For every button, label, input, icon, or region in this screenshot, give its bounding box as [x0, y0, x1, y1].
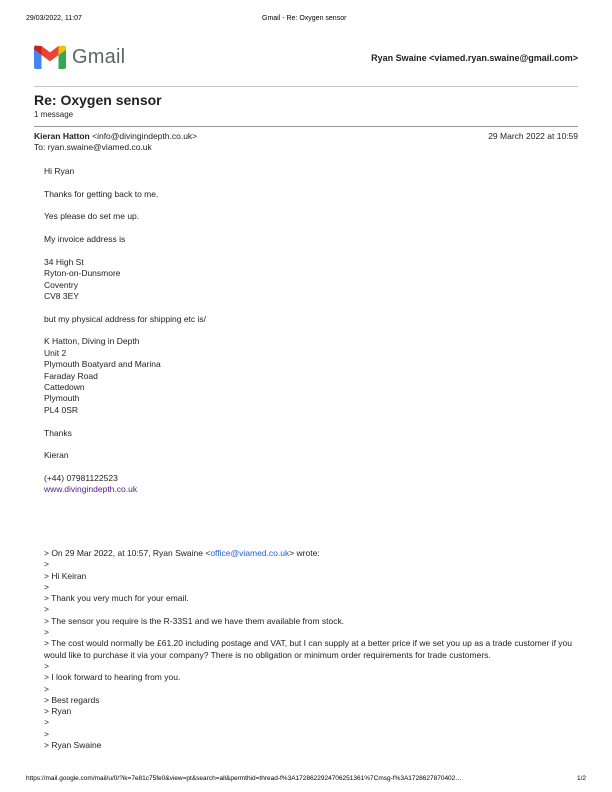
body-paragraph: Yes please do set me up. [44, 211, 140, 222]
shipping-address [44, 336, 584, 416]
quote-line: > [44, 627, 49, 638]
quote-line: > Ryan Swaine [44, 740, 102, 751]
message-from [34, 131, 197, 141]
quoted-email-link[interactable]: office@viamed.co.uk [210, 548, 290, 558]
quote-line: > Thank you very much for your email. [44, 593, 189, 604]
phone-number: (+44) 07981122523 [44, 472, 118, 483]
quote-line: > [44, 728, 49, 739]
signature-name: Kieran [44, 450, 69, 461]
quote-line: > [44, 717, 49, 728]
message-date: 29 March 2022 at 10:59 [488, 131, 578, 141]
address-line: 34 High St [44, 256, 84, 267]
address-line: PL4 0SR [44, 404, 79, 415]
message-count: 1 message [34, 110, 74, 119]
quote-line: > Hi Keiran [44, 570, 87, 581]
quote-line: > The cost would normally be £61.20 including postage and VAT, but I can supply at a better price if we set you up as a trade customer if you would like to purchase it via your company? There is no obligation or minimum order requirements for trade customers. [44, 638, 575, 660]
signature-contact [44, 473, 584, 496]
message-body [44, 166, 584, 507]
website-link[interactable]: www.divingindepth.co.uk [44, 484, 138, 495]
print-header [0, 15, 612, 27]
quote-line: > [44, 559, 49, 570]
address-line: Plymouth [44, 393, 80, 404]
quote-line: > [44, 604, 49, 615]
quote-intro [44, 548, 584, 559]
quote-line: > I look forward to hearing from you. [44, 672, 181, 683]
body-paragraph: My invoice address is [44, 234, 126, 245]
quote-intro-prefix: > On 29 Mar 2022, at 10:57, Ryan Swaine < [44, 548, 211, 558]
address-line: CV8 3EY [44, 291, 79, 302]
address-line: Cattedown [44, 382, 85, 393]
address-line: Coventry [44, 279, 79, 290]
sender-name: Kieran Hatton [34, 131, 90, 141]
divider [34, 86, 578, 87]
body-paragraph: but my physical address for shipping etc is/ [44, 313, 207, 324]
quote-line: > The sensor you require is the R-33S1 and we have them available from stock. [44, 615, 345, 626]
gmail-logo [34, 44, 125, 70]
page-number: 1/2 [576, 775, 586, 782]
invoice-address [44, 257, 584, 303]
quote-line: > Ryan [44, 706, 72, 717]
quote-line: > [44, 683, 49, 694]
greeting: Hi Ryan [44, 166, 75, 176]
divider [34, 126, 578, 127]
address-line: K Hatton, Diving in Depth [44, 336, 140, 347]
quote-line: > [44, 660, 49, 671]
print-datetime: 29/03/2022, 11:07 [26, 15, 82, 22]
gmail-wordmark: Gmail [72, 45, 126, 68]
print-title: Gmail - Re: Oxygen sensor [262, 15, 347, 22]
quote-intro-suffix: > wrote: [289, 548, 320, 558]
print-url: https://mail.google.com/mail/u/0/?ik=7e81c75fe0&view=pt&search=all&permthid=thread-f%3A1728622924706251361%7Cmsg-f%3A1728627870402… [26, 775, 462, 782]
quote-line: > [44, 581, 49, 592]
quote-line: > Best regards [44, 694, 100, 705]
message-to: To: ryan.swaine@viamed.co.uk [34, 142, 152, 152]
body-paragraph: Thanks for getting back to me. [44, 188, 159, 199]
address-line: Unit 2 [44, 347, 67, 358]
sender-email: <info@divingindepth.co.uk> [92, 131, 198, 141]
address-line: Faraday Road [44, 370, 98, 381]
address-line: Plymouth Boatyard and Marina [44, 359, 161, 370]
gmail-m-icon [34, 45, 66, 69]
address-line: Ryton-on-Dunsmore [44, 268, 121, 279]
quoted-message [44, 548, 584, 751]
thread-subject: Re: Oxygen sensor [34, 92, 162, 108]
quote-lines [44, 559, 584, 751]
closing: Thanks [44, 427, 72, 438]
account-label: Ryan Swaine <viamed.ryan.swaine@gmail.com> [371, 53, 578, 63]
